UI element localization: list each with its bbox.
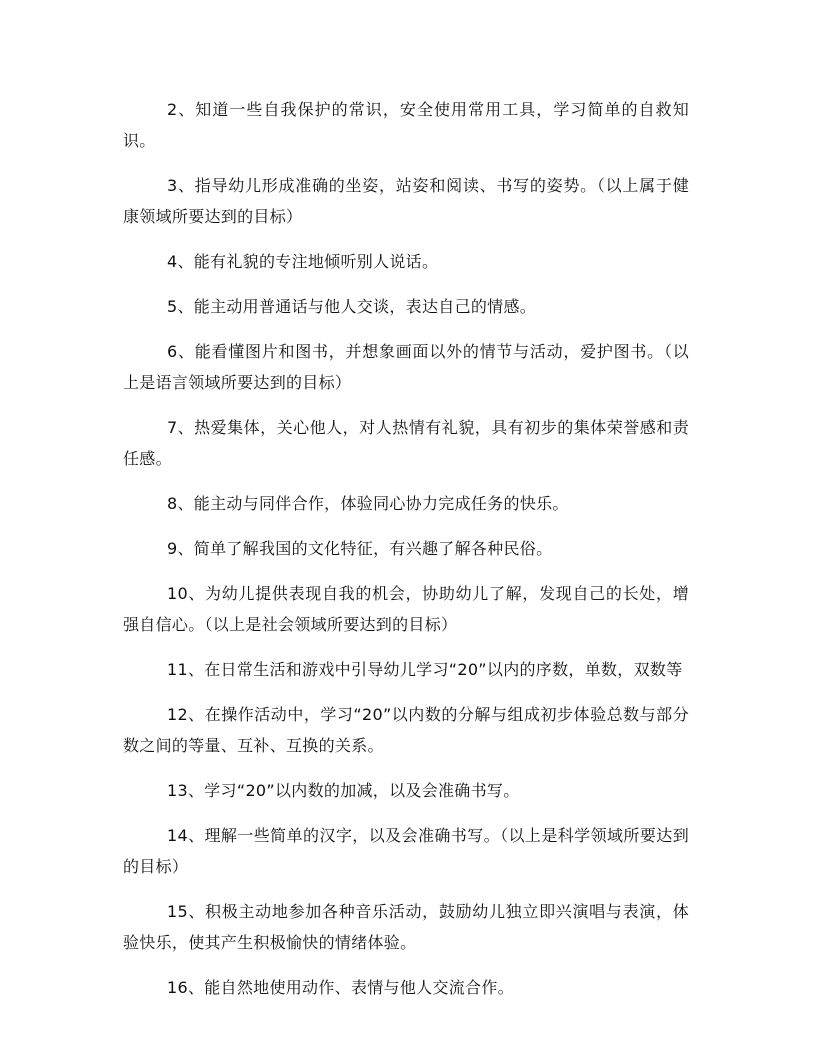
paragraph: 14、理解一些简单的汉字，以及会准确书写。（以上是科学领域所要达到的目标） <box>123 826 689 876</box>
paragraph: 2、知道一些自我保护的常识，安全使用常用工具，学习简单的自救知识。 <box>123 100 689 150</box>
document-body <box>123 94 689 1017</box>
paragraph: 5、能主动用普通话与他人交谈，表达自己的情感。 <box>167 297 537 316</box>
paragraph: 12、在操作活动中，学习“20”以内数的分解与组成初步体验总数与部分数之间的等量、互补、互换的关系。 <box>123 705 689 755</box>
paragraph: 9、简单了解我国的文化特征，有兴趣了解各种民俗。 <box>167 539 553 558</box>
paragraph: 3、指导幼儿形成准确的坐姿，站姿和阅读、书写的姿势。（以上属于健康领域所要达到的目标） <box>123 176 689 226</box>
paragraph: 11、在日常生活和游戏中引导幼儿学习“20”以内的序数，单数，双数等 <box>167 660 683 679</box>
paragraph: 13、学习“20”以内数的加减，以及会准确书写。 <box>167 781 520 800</box>
paragraph: 15、积极主动地参加各种音乐活动，鼓励幼儿独立即兴演唱与表演，体验快乐，使其产生积极愉快的情绪体验。 <box>123 902 689 952</box>
paragraph: 10、为幼儿提供表现自我的机会，协助幼儿了解，发现自己的长处，增强自信心。（以上是社会领域所要达到的目标） <box>123 584 689 634</box>
paragraph: 6、能看懂图片和图书，并想象画面以外的情节与活动，爱护图书。（以上是语言领域所要达到的目标） <box>123 342 689 392</box>
paragraph: 16、能自然地使用动作、表情与他人交流合作。 <box>167 978 514 997</box>
paragraph: 8、能主动与同伴合作，体验同心协力完成任务的快乐。 <box>167 494 569 513</box>
paragraph: 4、能有礼貌的专注地倾听别人说话。 <box>167 252 439 271</box>
paragraph: 7、热爱集体，关心他人，对人热情有礼貌，具有初步的集体荣誉感和责任感。 <box>123 418 689 468</box>
